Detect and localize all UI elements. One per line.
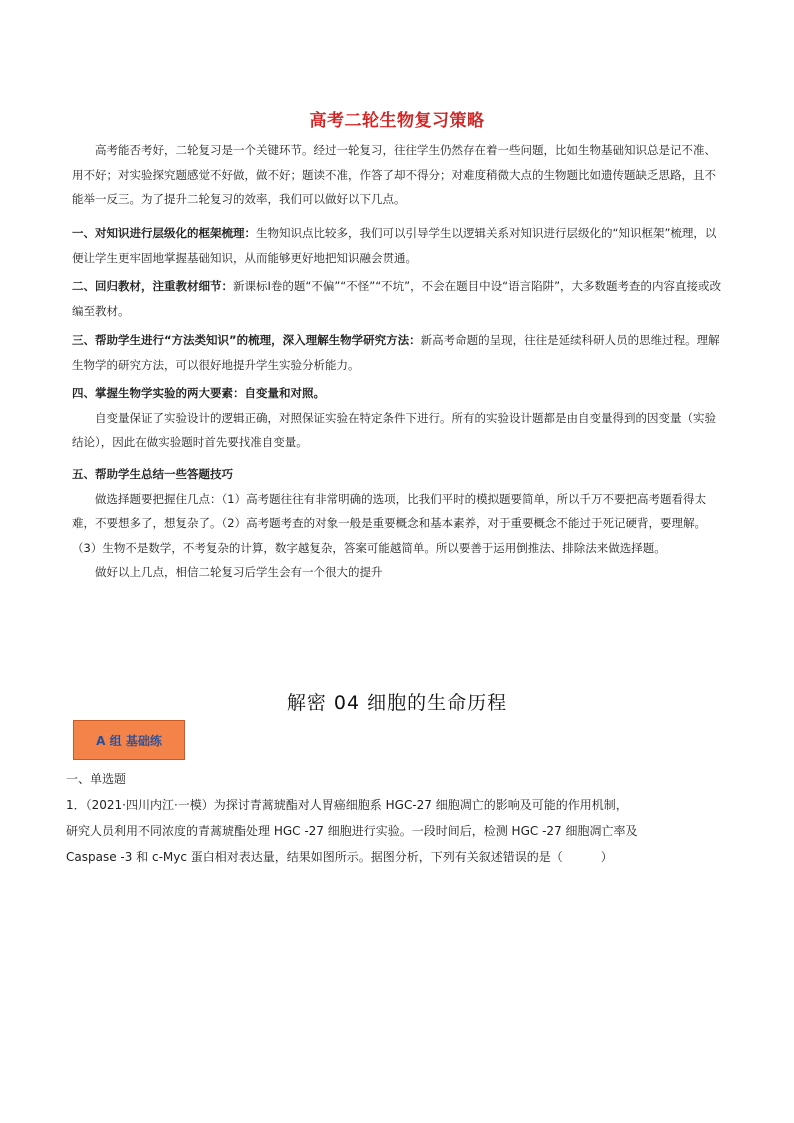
point-3-heading: 三、帮助学生进行“方法类知识”的梳理，深入理解生物学研究方法： <box>72 333 421 347</box>
point-2-cont: 改编至教材。 <box>72 279 722 318</box>
point-1-cont: 以便让学生更牢固地掌握基础知识，从而能够更好地把知识融会贯通。 <box>72 226 717 265</box>
strategy-title: 高考二轮生物复习策略 <box>309 111 485 131</box>
intro-line: 准、用不好；对实验探究题感觉不好做，做不好；题读不准，作答了却不得分；对难度稍微大点的生物题比如遗传题缺乏思 <box>72 143 716 182</box>
point-4-body <box>72 406 724 455</box>
point-2 <box>72 274 724 323</box>
point-2-heading: 二、回归教材，注重教材细节： <box>72 279 233 293</box>
point-1-text: 生物知识点比较多，我们可以引导学生以逻辑关系对知识进行层级化的“知识框架”梳理， <box>256 226 705 240</box>
point-3-cont: 理解生物学的研究方法，可以很好地提升学生实验分析能力。 <box>72 333 720 372</box>
point-4-line: 验结论），因此在做实验题时首先要找准自变量。 <box>72 410 716 449</box>
point-4-line: 自变量保证了实验设计的逻辑正确，对照保证实验在特定条件下进行。所有的实验设计题都是由自变量得到的因变量（实 <box>95 410 705 425</box>
question-line: 1．（2021·四川内江·一模）为探讨青蒿琥酯对人胃癌细胞系 HGC-27 细胞凋亡的影响及可能的作用机制， <box>66 798 628 812</box>
section-title: 解密 04 细胞的生命历程 <box>286 692 508 714</box>
question-category: 一、单选题 <box>66 772 127 786</box>
question-paren-close: ） <box>600 850 613 864</box>
group-badge: A 组 基础练 <box>73 720 185 760</box>
point-1-heading: 一、对知识进行层级化的框架梳理： <box>72 226 256 240</box>
point-4 <box>72 381 724 455</box>
point-5-line: 太难，不要想多了，想复杂了。（2）高考题考查的对象一般是重要概念和基本素养，对于重要概念不能过于死记硬背，要理 <box>72 491 707 530</box>
question-line-3: Caspase -3 和 c-Myc 蛋白相对表达量，结果如图所示。据图分析，下列有关叙述错误的是（ <box>66 850 563 864</box>
point-4-heading: 四、掌握生物学实验的两大要素：自变量和对照。 <box>72 386 325 400</box>
question-line: 研究人员利用不同浓度的青蒿琥酯处理 HGC -27 细胞进行实验。一段时间后，检测 HGC -27 细胞凋亡率及 <box>66 824 638 838</box>
point-3-text: 新高考命题的呈现，往往是延续科研人员的思维过程。 <box>420 333 697 347</box>
point-5-line: 做选择题要把握住几点：（1）高考题往往有非常明确的选项，比我们平时的模拟题要简单，所以千万不要把高考题看得 <box>95 491 695 506</box>
intro-line: 路，且不能举一反三。为了提升二轮复习的效率，我们可以做好以下几点。 <box>72 167 716 206</box>
question-block <box>66 766 726 870</box>
point-5-line: 解。（3）生物不是数学，不考复杂的计算，数字越复杂，答案可能越简单。所以要善于运用倒推法、排除法来做选择题。 <box>72 516 707 555</box>
point-2-text: 新课标Ⅰ卷的题“不偏”“不怪”“不坑”，不会在题目中设“语言陷阱”，大多数题考查的内容直接或 <box>233 279 710 293</box>
point-5-heading: 五、帮助学生总结一些答题技巧 <box>72 467 233 481</box>
point-1 <box>72 221 724 270</box>
question-line-last <box>66 844 726 870</box>
strategy-intro <box>72 138 724 212</box>
point-5 <box>72 462 724 585</box>
point-5-body <box>72 487 724 561</box>
point-3 <box>72 328 724 377</box>
intro-line: 高考能否考好，二轮复习是一个关键环节。经过一轮复习，往往学生仍然存在着一些问题，比如生物基础知识总是记不 <box>95 143 693 157</box>
intro-paragraph <box>72 138 724 212</box>
closing-line: 做好以上几点，相信二轮复习后学生会有一个很大的提升 <box>95 565 383 579</box>
